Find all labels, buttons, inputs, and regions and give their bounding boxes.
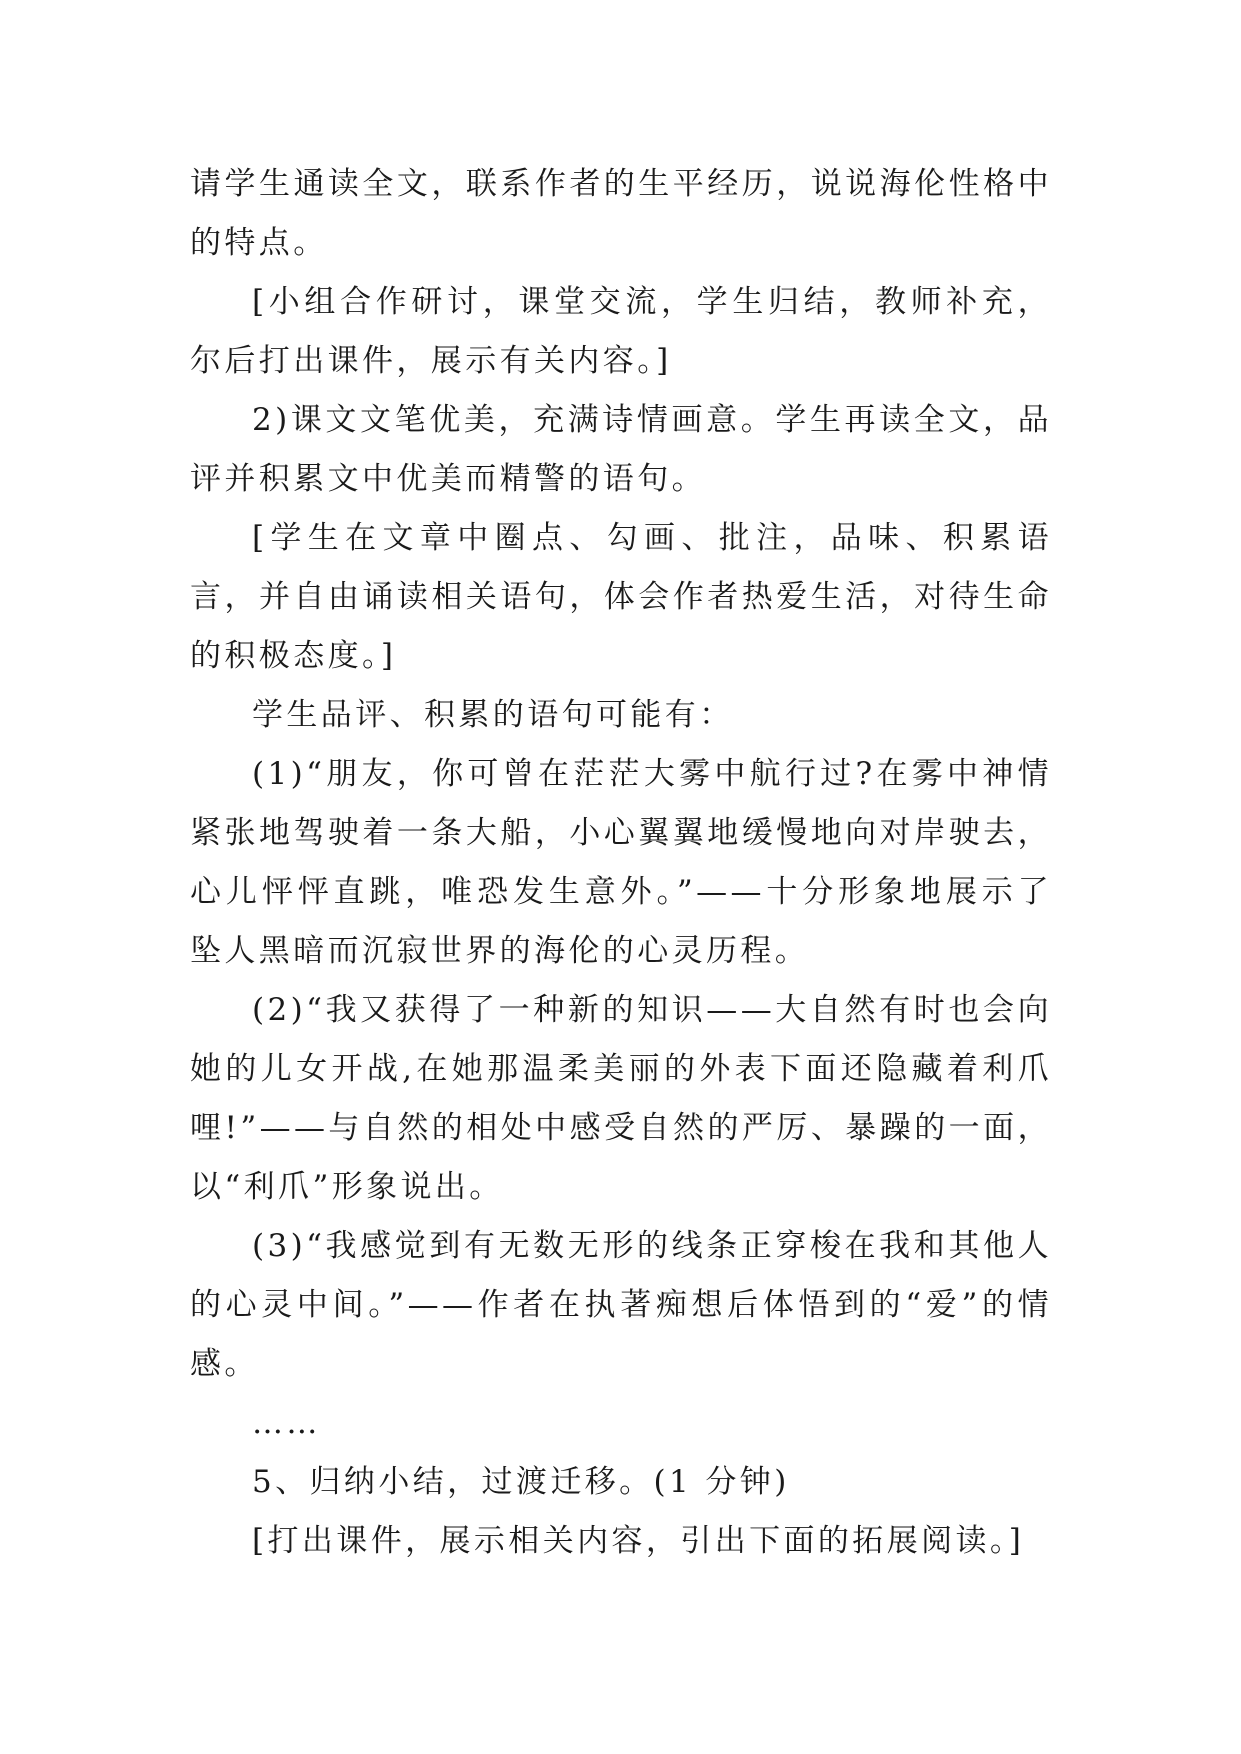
paragraph-7: (2)“我又获得了一种新的知识——大自然有时也会向她的儿女开战,在她那温柔美丽的外表下面还隐藏着利爪哩!”——与自然的相处中感受自然的严厉、暴躁的一面，以“利爪”形象说出。 bbox=[190, 992, 1052, 1205]
paragraph-9: …… bbox=[252, 1405, 321, 1441]
paragraph-5: 学生品评、积累的语句可能有： bbox=[252, 697, 734, 733]
paragraph-2: [小组合作研讨，课堂交流，学生归结，教师补充，尔后打出课件，展示有关内容。] bbox=[190, 284, 1052, 379]
paragraph-11: [打出课件，展示相关内容，引出下面的拓展阅读。] bbox=[252, 1523, 1025, 1559]
paragraph-6: (1)“朋友，你可曾在茫茫大雾中航行过?在雾中神情紧张地驾驶着一条大船，小心翼翼地缓慢地向对岸驶去，心儿怦怦直跳，唯恐发生意外。”——十分形象地展示了坠人黑暗而沉寂世界的海伦的心灵历程。 bbox=[190, 756, 1052, 969]
paragraph-8: (3)“我感觉到有无数无形的线条正穿梭在我和其他人的心灵中间。”——作者在执著痴想后体悟到的“爱”的情感。 bbox=[190, 1228, 1052, 1382]
paragraph-1: 请学生通读全文，联系作者的生平经历，说说海伦性格中的特点。 bbox=[190, 166, 1052, 261]
paragraph-10: 5、归纳小结，过渡迁移。(1 分钟) bbox=[252, 1464, 790, 1500]
paragraph-4: [学生在文章中圈点、勾画、批注，品味、积累语言，并自由诵读相关语句，体会作者热爱生活，对待生命的积极态度。] bbox=[190, 520, 1052, 674]
document-body bbox=[190, 155, 1052, 1571]
paragraph-3: 2)课文文笔优美，充满诗情画意。学生再读全文，品评并积累文中优美而精警的语句。 bbox=[190, 402, 1052, 497]
